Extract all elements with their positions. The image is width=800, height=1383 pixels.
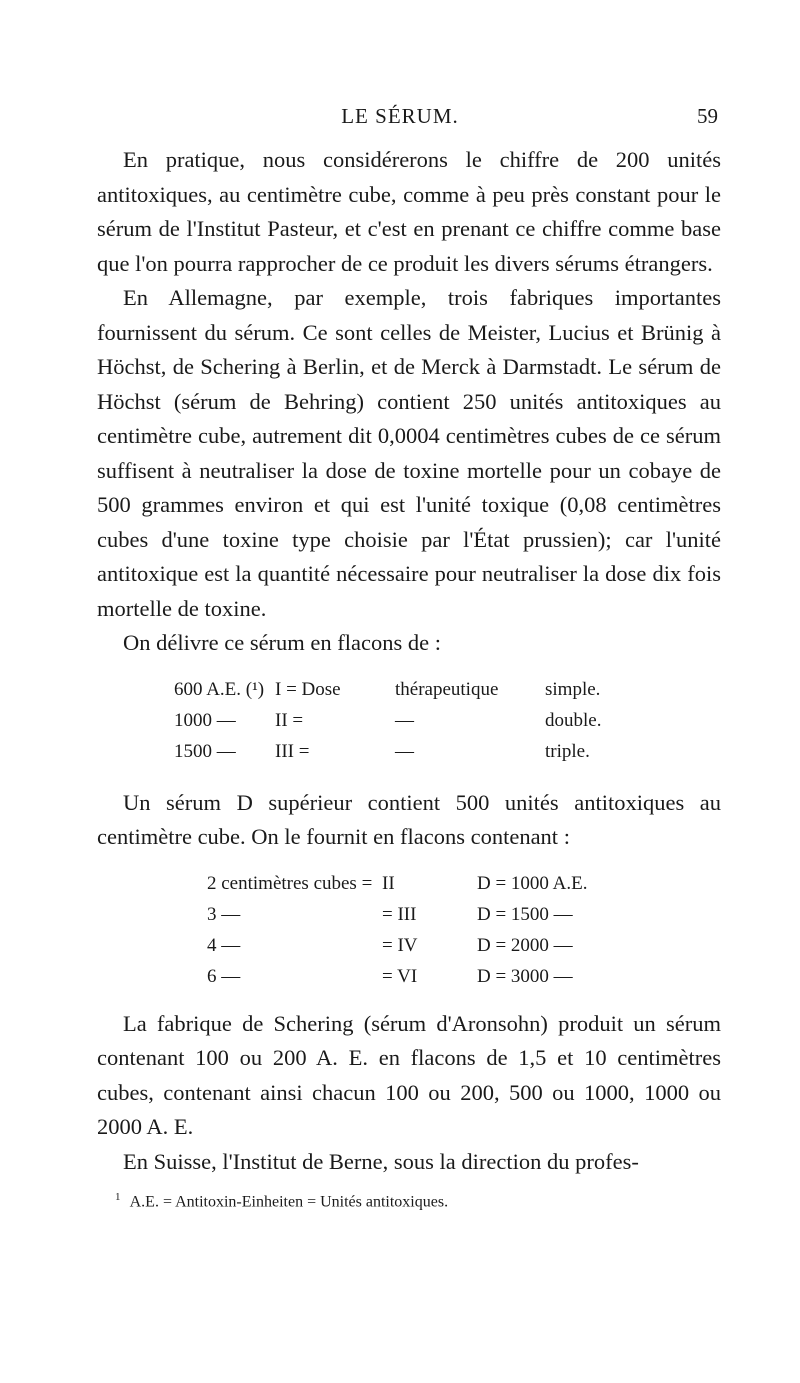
spacer xyxy=(97,993,721,1007)
table-cell: 2 centimètres cubes = xyxy=(207,873,373,894)
spacer xyxy=(97,768,721,786)
table-cell: thérapeutique xyxy=(395,679,499,700)
page-header xyxy=(0,100,800,134)
table-cell: double. xyxy=(545,710,602,731)
page-number: 59 xyxy=(697,104,718,128)
table-cell: D = 1500 — xyxy=(477,904,573,925)
running-title: LE SÉRUM. xyxy=(341,104,459,128)
table-cell: II = xyxy=(275,710,304,731)
dose-table xyxy=(97,675,721,768)
table-cell: D = 3000 — xyxy=(477,966,573,987)
footnote-mark: 1 xyxy=(115,1191,121,1203)
table-cell: = III xyxy=(382,904,417,925)
table-cell: 1500 — xyxy=(174,741,236,762)
paragraph: La fabrique de Schering (sérum d'Aronsohn) produit un sérum contenant 100 ou 200 A. E. en flacons de 1,5 et 10 centimètres cubes, contenant ainsi chacun 100 ou 200, 500 ou 1000, 1000 ou 2000 A. E. xyxy=(97,1010,721,1139)
table-row xyxy=(97,869,721,900)
table-cell: II xyxy=(382,873,395,894)
footnote xyxy=(97,1191,721,1211)
paragraph: En Allemagne, par exemple, trois fabriques importantes fournissent du sérum. Ce sont celles de Meister, Lucius et Brünig à Höchst, de Schering à Berlin, et de Merck à Darmstadt. Le sérum de Höchst (sérum de Behring) contient 250 unités antitoxiques au centimètre cube, autrement dit 0,0004 centimètres cubes de ce sérum suffisent à neutraliser la dose de toxine mortelle pour un cobaye de 500 grammes environ et qui est l'unité toxique (0,08 centimètres cubes d'une toxine type choisie par l'État prussien); car l'unité antitoxique est la quantité nécessaire pour neutraliser la dose dix fois mortelle de toxine. xyxy=(97,285,721,621)
flacon-table xyxy=(97,869,721,993)
table-cell: 600 A.E. (¹) xyxy=(174,679,265,700)
paragraph: On délivre ce sérum en flacons de : xyxy=(123,630,441,655)
table-row xyxy=(97,737,721,768)
table-row xyxy=(97,931,721,962)
table-cell: triple. xyxy=(545,741,590,762)
table-cell: D = 2000 — xyxy=(477,935,573,956)
table-cell: — xyxy=(395,741,414,762)
table-cell: — xyxy=(395,710,414,731)
table-row xyxy=(97,675,721,706)
table-cell: I = Dose xyxy=(275,679,341,700)
table-cell: D = 1000 A.E. xyxy=(477,873,588,894)
paragraph: En pratique, nous considérerons le chiffre de 200 unités antitoxiques, au centimètre cube, comme à peu près constant pour le sérum de l'Institut Pasteur, et c'est en prenant ce chiffre comme base que l'on pourra rapprocher de ce produit les divers sérums étrangers. xyxy=(97,147,721,276)
table-row xyxy=(97,900,721,931)
table-row xyxy=(97,706,721,737)
table-cell: = VI xyxy=(382,966,418,987)
table-cell: 3 — xyxy=(207,904,241,925)
table-row xyxy=(97,962,721,993)
paragraph: En Suisse, l'Institut de Berne, sous la direction du profes- xyxy=(123,1148,639,1174)
table-cell: III = xyxy=(275,741,310,762)
table-cell: 6 — xyxy=(207,966,241,987)
footnote-text: A.E. = Antitoxin-Einheiten = Unités antitoxiques. xyxy=(129,1193,449,1211)
table-cell: 1000 — xyxy=(174,710,236,731)
table-cell: simple. xyxy=(545,679,601,700)
table-cell: 4 — xyxy=(207,935,241,956)
table-cell: = IV xyxy=(382,935,418,956)
body-text xyxy=(97,143,721,1211)
paragraph: Un sérum D supérieur contient 500 unités antitoxiques au centimètre cube. On le fournit en flacons contenant : xyxy=(97,789,721,849)
